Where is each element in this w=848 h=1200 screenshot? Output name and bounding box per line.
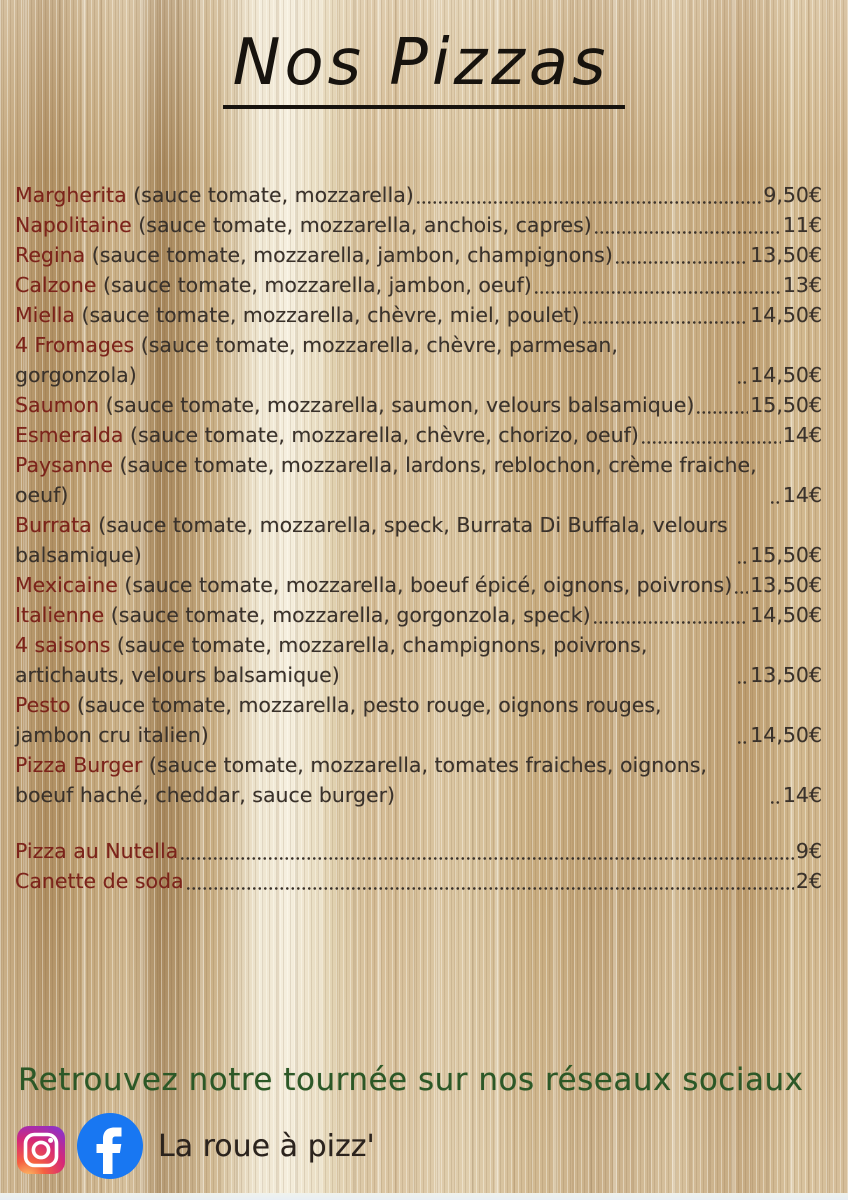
- pizza-name: Calzone: [15, 273, 97, 297]
- pizza-name: Napolitaine: [15, 213, 132, 237]
- pizza-ingredients: (sauce tomate, mozzarella, speck, Burrata Di Buffala, velours balsamique): [15, 513, 728, 567]
- dot-leader: [535, 291, 781, 294]
- pizza-ingredients: (sauce tomate, mozzarella, chèvre, chorizo, oeuf): [123, 423, 639, 447]
- pizza-price: 14,50€: [750, 363, 822, 387]
- pizza-price: 13,50€: [750, 663, 822, 687]
- pizza-ingredients: (sauce tomate, mozzarella, saumon, velours balsamique): [99, 393, 695, 417]
- menu-item-text: [15, 270, 532, 300]
- menu-item-text: [15, 690, 735, 750]
- pizza-price: 2€: [795, 869, 822, 893]
- pizza-price: 15,50€: [750, 543, 822, 567]
- pizza-name: Miella: [15, 303, 75, 327]
- menu-item: [15, 210, 822, 240]
- menu-item: [15, 240, 822, 270]
- dot-leader: [595, 231, 781, 234]
- pizza-ingredients: (sauce tomate, mozzarella, anchois, capres): [131, 213, 592, 237]
- menu-item: [15, 600, 822, 630]
- instagram-icon: [16, 1125, 66, 1175]
- dot-leader: [735, 591, 748, 594]
- pizza-price: 15,50€: [750, 393, 822, 417]
- dot-leader: [583, 321, 749, 324]
- pizza-ingredients: (sauce tomate, mozzarella, jambon, champignons): [85, 243, 613, 267]
- dot-leader: [771, 801, 781, 804]
- menu-item-text: [15, 420, 639, 450]
- menu-item-text: [15, 600, 591, 630]
- pizza-price: 14€: [782, 483, 822, 507]
- pizza-price: 11€: [782, 213, 822, 237]
- menu-item-text: [15, 330, 735, 390]
- dot-leader: [642, 441, 781, 444]
- brand-name: La roue à pizz': [158, 1128, 375, 1164]
- dot-leader: [738, 741, 748, 744]
- pizza-ingredients: (sauce tomate, mozzarella, tomates fraiches, oignons, boeuf haché, cheddar, sauce burger): [15, 753, 707, 807]
- pizza-name: Italienne: [15, 603, 105, 627]
- menu-item-text: [15, 630, 735, 690]
- menu-item-text: [15, 570, 732, 600]
- menu-item-text: [15, 390, 694, 420]
- pizza-ingredients: (sauce tomate, mozzarella, jambon, oeuf): [96, 273, 532, 297]
- pizza-ingredients: (sauce tomate, mozzarella, chèvre, miel, poulet): [74, 303, 580, 327]
- dot-leader: [181, 857, 794, 860]
- dot-leader: [697, 411, 748, 414]
- pizza-price: 9,50€: [763, 183, 822, 207]
- menu-item-text: [15, 300, 580, 330]
- page-title: [0, 26, 848, 109]
- pizza-menu: [15, 180, 822, 896]
- menu-item-text: [15, 836, 178, 866]
- pizza-price: 9€: [795, 839, 822, 863]
- dot-leader: [594, 621, 749, 624]
- pizza-name: Margherita: [15, 183, 127, 207]
- menu-item-text: [15, 750, 768, 810]
- pizza-list: [15, 180, 822, 810]
- pizza-price: 14,50€: [750, 723, 822, 747]
- dot-leader: [738, 681, 748, 684]
- pizza-ingredients: (sauce tomate, mozzarella, boeuf épicé, oignons, poivrons): [117, 573, 733, 597]
- pizza-name: Paysanne: [15, 453, 113, 477]
- menu-item: [15, 390, 822, 420]
- menu-item: [15, 866, 822, 896]
- menu-item: [15, 270, 822, 300]
- pizza-name: Regina: [15, 243, 86, 267]
- menu-item: [15, 690, 822, 750]
- pizza-name: Burrata: [15, 513, 92, 537]
- menu-item-text: [15, 450, 768, 510]
- dot-leader: [187, 887, 794, 890]
- pizza-ingredients: (sauce tomate, mozzarella): [126, 183, 414, 207]
- social-row: [16, 1112, 375, 1180]
- menu-item: [15, 570, 822, 600]
- menu-item: [15, 420, 822, 450]
- pizza-ingredients: (sauce tomate, mozzarella, gorgonzola, speck): [104, 603, 591, 627]
- extras-list: [15, 836, 822, 896]
- pizza-name: Saumon: [15, 393, 100, 417]
- menu-item: [15, 750, 822, 810]
- menu-item: [15, 510, 822, 570]
- menu-item-text: [15, 240, 613, 270]
- pizza-name: 4 saisons: [15, 633, 111, 657]
- pizza-price: 14,50€: [750, 303, 822, 327]
- page-title-text: Nos Pizzas: [223, 26, 626, 109]
- pizza-name: Canette de soda: [15, 869, 184, 893]
- dot-leader: [738, 381, 748, 384]
- pizza-price: 13,50€: [750, 573, 822, 597]
- dot-leader: [417, 201, 762, 204]
- pizza-price: 14€: [782, 783, 822, 807]
- facebook-icon: [76, 1112, 144, 1180]
- pizza-ingredients: (sauce tomate, mozzarella, pesto rouge, oignons rouges, jambon cru italien): [15, 693, 662, 747]
- menu-item-text: [15, 510, 735, 570]
- pizza-price: 13€: [782, 273, 822, 297]
- pizza-price: 14,50€: [750, 603, 822, 627]
- menu-item: [15, 300, 822, 330]
- menu-item: [15, 450, 822, 510]
- pizza-name: Pesto: [15, 693, 71, 717]
- dot-leader: [616, 261, 748, 264]
- menu-item: [15, 630, 822, 690]
- menu-item-text: [15, 866, 184, 896]
- dot-leader: [738, 561, 748, 564]
- menu-item: [15, 330, 822, 390]
- pizza-price: 13,50€: [750, 243, 822, 267]
- pizza-name: Pizza Burger: [15, 753, 143, 777]
- menu-item: [15, 180, 822, 210]
- pizza-price: 14€: [782, 423, 822, 447]
- pizza-ingredients: (sauce tomate, mozzarella, chèvre, parmesan, gorgonzola): [15, 333, 618, 387]
- menu-item: [15, 836, 822, 866]
- social-banner-text: Retrouvez notre tournée sur nos réseaux sociaux: [18, 1062, 804, 1098]
- dot-leader: [771, 501, 781, 504]
- pizza-name: Esmeralda: [15, 423, 124, 447]
- pizza-name: 4 Fromages: [15, 333, 135, 357]
- pizza-ingredients: (sauce tomate, mozzarella, lardons, reblochon, crème fraiche, oeuf): [15, 453, 757, 507]
- menu-item-text: [15, 180, 414, 210]
- pizza-name: Mexicaine: [15, 573, 118, 597]
- pizza-name: Pizza au Nutella: [15, 839, 179, 863]
- menu-item-text: [15, 210, 592, 240]
- scan-edge: [0, 1193, 848, 1200]
- pizza-ingredients: (sauce tomate, mozzarella, champignons, poivrons, artichauts, velours balsamique): [15, 633, 648, 687]
